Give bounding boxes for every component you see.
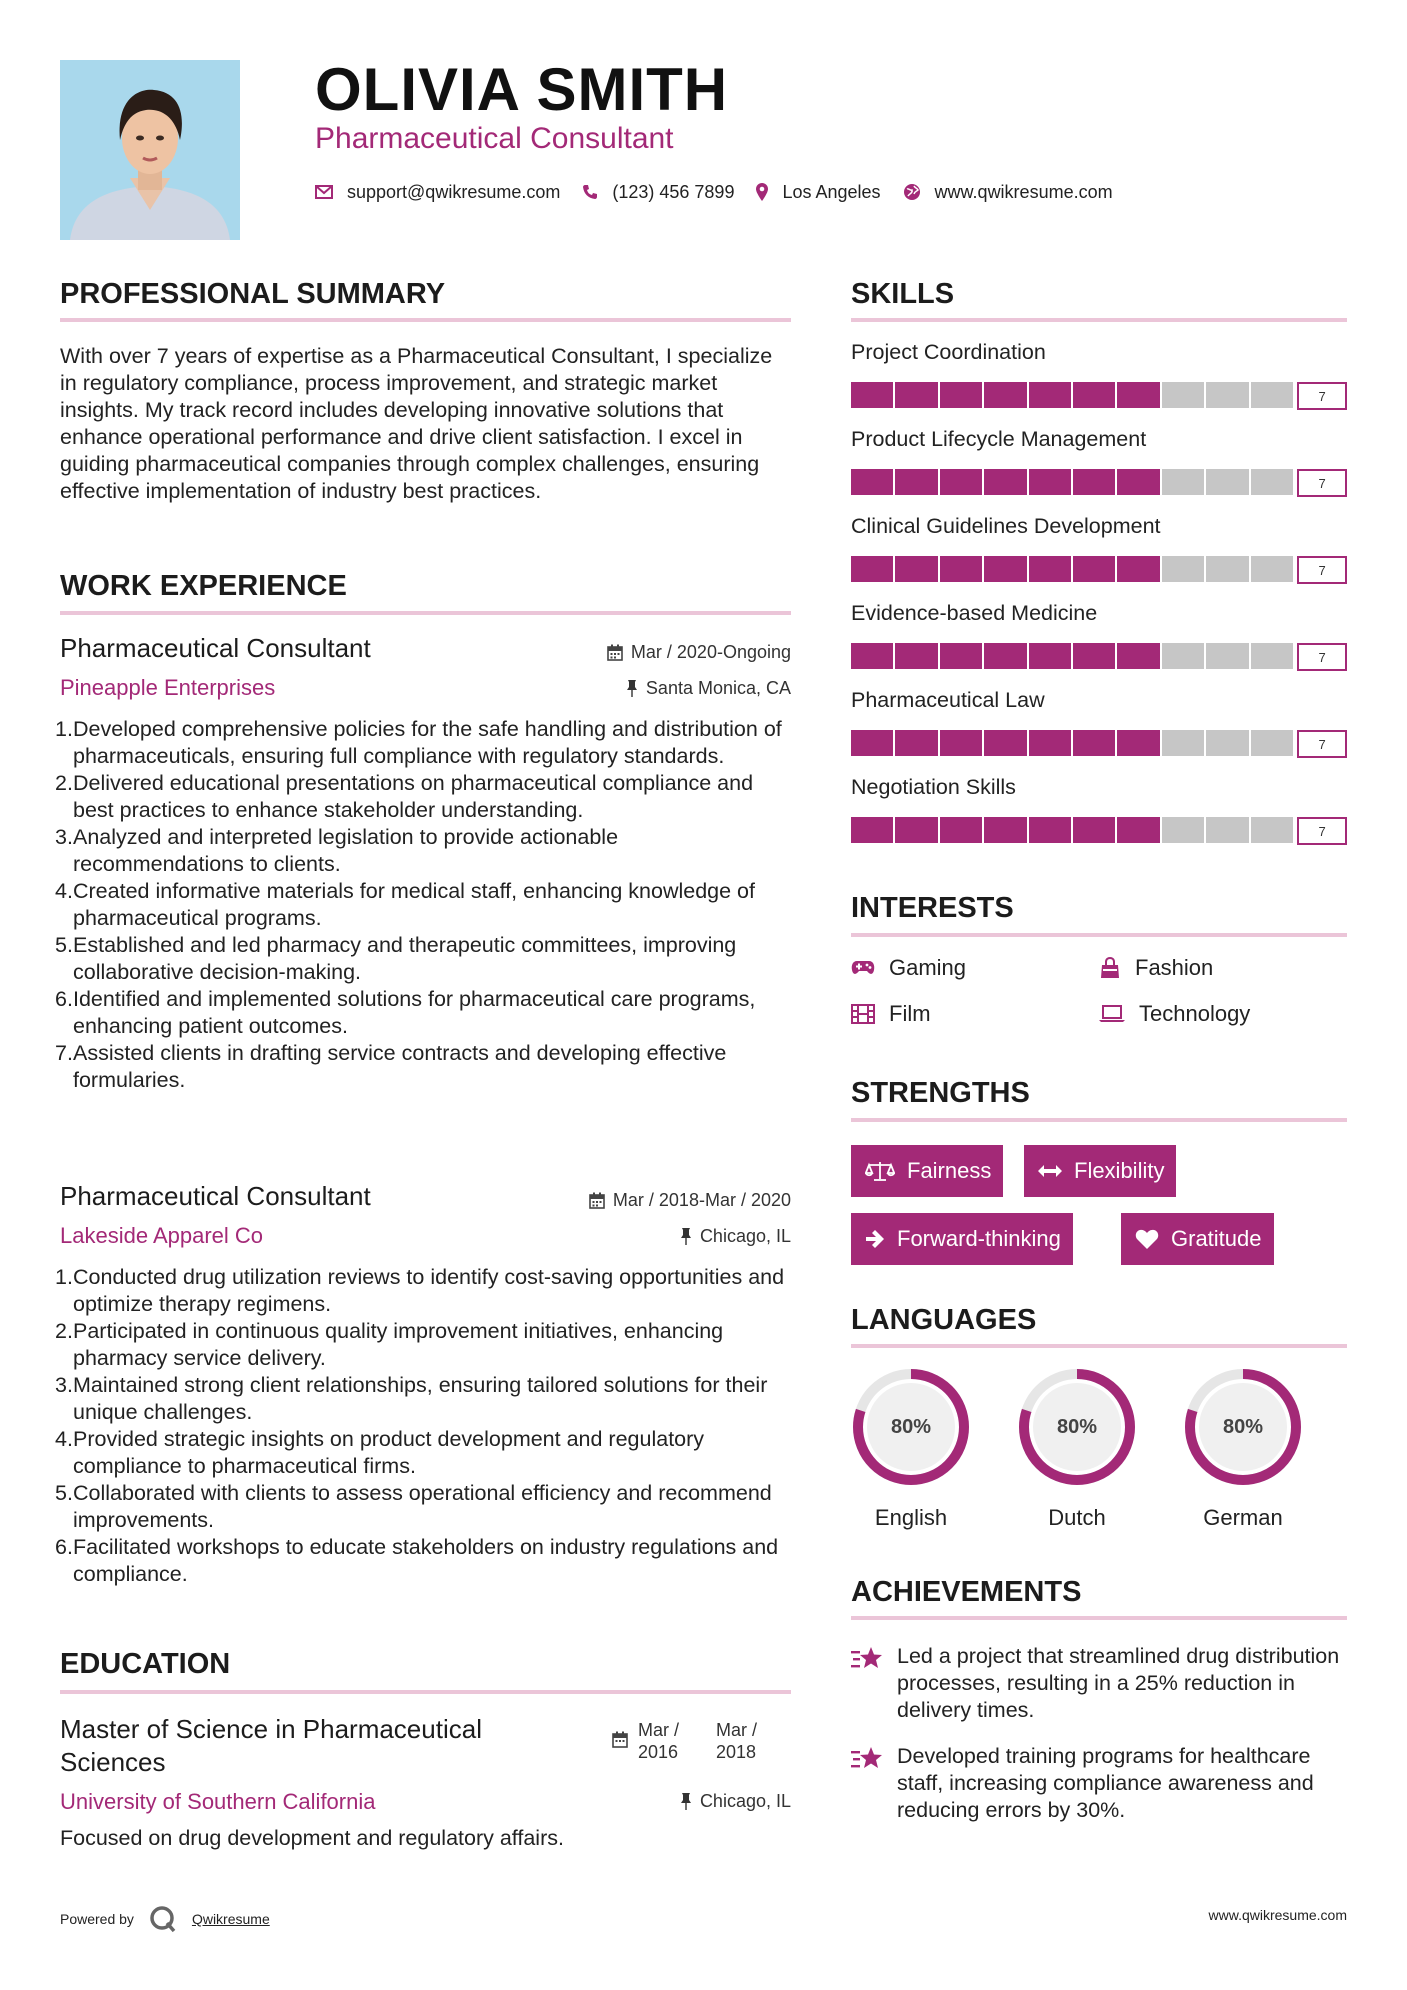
skill-segment-filled — [1117, 817, 1159, 843]
skill-segment-empty — [1251, 817, 1293, 843]
job-1-bullet-3: 3. Analyzed and interpreted legislation to provide actionable recommendations to clients. — [55, 825, 619, 876]
skill-segment-filled — [1073, 643, 1115, 669]
achievement-1-text: Led a project that streamlined drug distribution processes, resulting in a 25% reduction in delivery times. — [897, 1644, 1340, 1722]
summary-heading: PROFESSIONAL SUMMARY — [60, 278, 446, 310]
language-name: English — [874, 1505, 948, 1530]
interest-gaming-label: Gaming — [889, 955, 967, 980]
calendar-icon — [607, 644, 623, 661]
skill-segment-empty — [1251, 382, 1293, 408]
pushpin-icon — [680, 1228, 692, 1245]
skill-row — [851, 340, 1347, 427]
education-start — [638, 1719, 716, 1763]
skill-level-bar — [851, 643, 1347, 669]
arrows-horizontal-icon — [1038, 1164, 1062, 1178]
interests-heading: INTERESTS — [851, 892, 1014, 924]
envelope-icon — [315, 185, 333, 199]
skill-level-badge: 7 — [1297, 643, 1347, 671]
skills-divider — [851, 318, 1347, 322]
skill-segment-filled — [1029, 643, 1071, 669]
skill-segment-filled — [984, 382, 1026, 408]
job-1-bullet-2: 2. Delivered educational presentations on pharmaceutical compliance and best practices to enhance stakeholder understanding. — [55, 771, 754, 822]
language-item — [1181, 1365, 1305, 1531]
education-degree-line-2: Sciences — [60, 1747, 166, 1777]
strength-fairness — [851, 1145, 1003, 1197]
skill-segment-empty — [1206, 730, 1248, 756]
skill-segment-filled — [1073, 556, 1115, 582]
skill-segment-filled — [984, 817, 1026, 843]
education-heading: EDUCATION — [60, 1648, 231, 1680]
education-end-month: Mar / — [716, 1720, 758, 1740]
contact-phone[interactable] — [582, 182, 734, 203]
skill-level-bar — [851, 730, 1347, 756]
profile-photo-image — [60, 60, 240, 240]
footer-website[interactable]: www.qwikresume.com — [1208, 1907, 1347, 1923]
achievement-1 — [851, 1643, 1347, 1724]
contact-location-text: Los Angeles — [782, 181, 881, 202]
skill-segment-filled — [984, 556, 1026, 582]
education-description: Focused on drug development and regulatory affairs. — [60, 1826, 564, 1850]
language-item — [849, 1365, 973, 1531]
skill-segment-filled — [940, 643, 982, 669]
education-end — [716, 1719, 757, 1763]
skill-segment-filled — [984, 469, 1026, 495]
job-2-title: Pharmaceutical Consultant — [60, 1181, 371, 1211]
education-degree-line-1: Master of Science in Pharmaceutical — [60, 1714, 482, 1744]
strengths-divider — [851, 1118, 1347, 1122]
job-1-bullet-5: 5. Established and led pharmacy and therapeutic committees, improving collaborative decision-making. — [55, 933, 737, 984]
job-2-bullet-2: 2. Participated in continuous quality improvement initiatives, enhancing pharmacy service delivery. — [55, 1319, 724, 1370]
achievement-2 — [851, 1743, 1347, 1824]
skill-level-bar — [851, 556, 1347, 582]
pushpin-icon — [626, 680, 638, 697]
language-percent: 80% — [890, 1415, 932, 1438]
skill-segment-filled — [1073, 817, 1115, 843]
gamepad-icon — [851, 960, 875, 976]
skill-segment-empty — [1206, 643, 1248, 669]
skill-segment-filled — [851, 382, 893, 408]
arrow-right-icon — [865, 1229, 885, 1249]
skill-row — [851, 688, 1347, 775]
strength-flexibility-label: Flexibility — [1074, 1158, 1165, 1183]
strength-gratitude-label: Gratitude — [1171, 1226, 1262, 1251]
skill-segment-filled — [851, 643, 893, 669]
skill-segment-filled — [1029, 382, 1071, 408]
interest-fashion — [1099, 955, 1213, 981]
contact-website[interactable] — [903, 182, 1113, 203]
job-1-location-text: Santa Monica, CA — [645, 678, 791, 698]
skill-name: Evidence-based Medicine — [851, 601, 1098, 625]
skill-segment-empty — [1162, 556, 1204, 582]
skill-level-bar — [851, 469, 1347, 495]
job-1-location — [460, 678, 791, 699]
heart-icon — [1135, 1229, 1159, 1250]
interest-gaming — [851, 955, 966, 981]
interest-technology-label: Technology — [1139, 1001, 1251, 1026]
skill-segment-filled — [895, 469, 937, 495]
language-ring — [1015, 1365, 1139, 1489]
job-2-date — [460, 1190, 791, 1211]
contact-location — [756, 182, 880, 203]
strength-fairness-label: Fairness — [907, 1158, 992, 1183]
interest-technology — [1099, 1001, 1250, 1027]
education-degree — [60, 1713, 482, 1779]
skill-name: Clinical Guidelines Development — [851, 514, 1161, 538]
phone-icon — [582, 184, 598, 200]
skill-segment-empty — [1206, 469, 1248, 495]
job-1-bullet-4: 4. Created informative materials for medical staff, enhancing knowledge of pharmaceutical programs. — [55, 879, 755, 930]
education-school: University of Southern California — [60, 1789, 376, 1814]
skill-segment-empty — [1251, 730, 1293, 756]
job-1-company: Pineapple Enterprises — [60, 675, 276, 700]
interest-film — [851, 1001, 931, 1027]
skill-name: Product Lifecycle Management — [851, 427, 1147, 451]
strength-gratitude — [1121, 1213, 1274, 1265]
skill-segment-filled — [1029, 730, 1071, 756]
education-start-month: Mar / — [638, 1720, 680, 1740]
job-2-bullet-6: 6. Facilitated workshops to educate stakeholders on industry regulations and compliance. — [55, 1535, 779, 1586]
strength-flexibility — [1024, 1145, 1176, 1197]
skill-name: Pharmaceutical Law — [851, 688, 1045, 712]
skill-segment-filled — [895, 556, 937, 582]
contact-phone-text: (123) 456 7899 — [612, 181, 735, 202]
job-1-title: Pharmaceutical Consultant — [60, 633, 371, 663]
languages-heading: LANGUAGES — [851, 1304, 1037, 1336]
skill-segment-filled — [1117, 469, 1159, 495]
skill-segment-filled — [1117, 730, 1159, 756]
skill-segment-filled — [940, 730, 982, 756]
education-start-year: 2016 — [638, 1742, 679, 1762]
interests-divider — [851, 933, 1347, 937]
skill-name: Negotiation Skills — [851, 775, 1016, 799]
achievements-divider — [851, 1616, 1347, 1620]
skill-segment-empty — [1251, 469, 1293, 495]
job-1-bullet-1: 1. Developed comprehensive policies for the safe handling and distribution of pharmaceuticals, ensuring full compliance with regulatory standards. — [55, 717, 782, 768]
skill-segment-filled — [851, 556, 893, 582]
job-2-bullet-1: 1. Conducted drug utilization reviews to identify cost-saving opportunities and optimize therapy regimens. — [55, 1265, 785, 1316]
achievement-2-text: Developed training programs for healthcare staff, increasing compliance awareness and reducing errors by 30%. — [897, 1744, 1314, 1822]
skill-level-bar — [851, 817, 1347, 843]
contact-email[interactable] — [315, 182, 560, 203]
skill-row — [851, 427, 1347, 514]
skill-segment-empty — [1251, 643, 1293, 669]
experience-heading: WORK EXPERIENCE — [60, 570, 347, 602]
job-1-date-text: Mar / 2020-Ongoing — [630, 642, 791, 662]
skill-level-badge: 7 — [1297, 469, 1347, 497]
qwikresume-logo-icon — [148, 1904, 178, 1934]
job-1-bullet-6: 6. Identified and implemented solutions for pharmaceutical care programs, enhancing patient outcomes. — [55, 987, 756, 1038]
skill-segment-filled — [940, 469, 982, 495]
job-2-bullet-3: 3. Maintained strong client relationships, ensuring tailored solutions for their unique challenges. — [55, 1373, 768, 1424]
skill-segment-empty — [1251, 556, 1293, 582]
job-2-bullets — [55, 1264, 791, 1588]
skill-segment-empty — [1162, 730, 1204, 756]
globe-icon — [903, 183, 921, 201]
laptop-icon — [1099, 1005, 1125, 1023]
skill-segment-filled — [895, 382, 937, 408]
footer-brand-link[interactable]: Qwikresume — [191, 1911, 270, 1927]
job-2-bullet-5: 5. Collaborated with clients to assess operational efficiency and recommend improvements. — [55, 1481, 772, 1532]
skill-segment-filled — [1073, 469, 1115, 495]
skill-name: Project Coordination — [851, 340, 1046, 364]
skill-segment-empty — [1162, 817, 1204, 843]
skill-segment-filled — [984, 730, 1026, 756]
skill-segment-empty — [1206, 382, 1248, 408]
skill-segment-filled — [895, 817, 937, 843]
skill-segment-filled — [940, 817, 982, 843]
strength-forward-thinking-label: Forward-thinking — [897, 1226, 1061, 1251]
map-marker-icon — [756, 183, 768, 201]
achievements-heading: ACHIEVEMENTS — [851, 1576, 1082, 1608]
skill-level-badge: 7 — [1297, 730, 1347, 758]
skill-segment-empty — [1162, 382, 1204, 408]
languages-list — [849, 1365, 1305, 1531]
interest-film-label: Film — [889, 1001, 931, 1026]
skill-segment-filled — [1117, 643, 1159, 669]
skill-level-badge: 7 — [1297, 382, 1347, 410]
contact-website-text: www.qwikresume.com — [934, 181, 1113, 202]
job-2-location — [460, 1226, 791, 1247]
contact-bar — [315, 180, 1135, 204]
strengths-heading: STRENGTHS — [851, 1077, 1030, 1109]
job-1-bullets — [55, 716, 791, 1094]
job-2-company: Lakeside Apparel Co — [60, 1223, 264, 1248]
shooting-star-icon — [851, 1645, 885, 1671]
education-location — [460, 1791, 791, 1812]
footer-powered-by — [60, 1904, 270, 1934]
language-percent: 80% — [1056, 1415, 1098, 1438]
skill-row — [851, 514, 1347, 601]
skill-level-badge: 7 — [1297, 817, 1347, 845]
skill-row — [851, 601, 1347, 688]
job-2-location-text: Chicago, IL — [699, 1226, 791, 1246]
skill-segment-filled — [1073, 382, 1115, 408]
skill-level-badge: 7 — [1297, 556, 1347, 584]
interest-fashion-label: Fashion — [1135, 955, 1214, 980]
language-name: German — [1203, 1505, 1283, 1530]
language-percent: 80% — [1222, 1415, 1264, 1438]
experience-divider — [60, 611, 791, 615]
calendar-icon — [612, 1731, 628, 1748]
film-icon — [851, 1004, 875, 1024]
education-end-year: 2018 — [716, 1742, 757, 1762]
skill-segment-filled — [1117, 556, 1159, 582]
footer-powered-text: Powered by — [60, 1911, 134, 1927]
candidate-name: OLIVIA SMITH — [315, 56, 729, 123]
skill-row — [851, 775, 1347, 862]
language-item — [1015, 1365, 1139, 1531]
job-2-date-text: Mar / 2018-Mar / 2020 — [612, 1190, 791, 1210]
language-ring — [849, 1365, 973, 1489]
skills-list — [851, 340, 1347, 862]
skill-segment-filled — [1029, 817, 1071, 843]
job-2-bullet-4: 4. Provided strategic insights on product development and regulatory compliance to pharmaceutical firms. — [55, 1427, 705, 1478]
contact-email-text: support@qwikresume.com — [347, 181, 561, 202]
skill-segment-empty — [1162, 469, 1204, 495]
skill-segment-filled — [851, 817, 893, 843]
language-name: Dutch — [1048, 1505, 1106, 1530]
skill-segment-filled — [984, 643, 1026, 669]
job-1-bullet-7: 7. Assisted clients in drafting service contracts and developing effective formularies. — [55, 1041, 727, 1092]
skill-segment-filled — [1073, 730, 1115, 756]
summary-divider — [60, 318, 791, 322]
job-1-date — [460, 642, 791, 663]
summary-text: With over 7 years of expertise as a Pharmaceutical Consultant, I specialize in regulatory compliance, process improvement, and strategic market insights. My track record includes developing innovative solutions that enhance operational performance and drive client satisfaction. I excel in guiding pharmaceutical companies through complex challenges, ensuring effective implementation of industry best practices. — [60, 344, 773, 503]
skill-segment-filled — [940, 382, 982, 408]
skill-segment-filled — [895, 730, 937, 756]
shopping-bag-icon — [1099, 957, 1121, 979]
education-dates — [612, 1719, 757, 1763]
skill-segment-empty — [1206, 556, 1248, 582]
skill-segment-empty — [1206, 817, 1248, 843]
languages-divider — [851, 1344, 1347, 1348]
profile-photo — [60, 60, 240, 240]
skill-segment-filled — [851, 730, 893, 756]
candidate-title: Pharmaceutical Consultant — [315, 122, 674, 155]
calendar-icon — [589, 1192, 605, 1209]
education-location-text: Chicago, IL — [699, 1791, 791, 1811]
skill-segment-filled — [1029, 469, 1071, 495]
skill-segment-filled — [1117, 382, 1159, 408]
language-ring — [1181, 1365, 1305, 1489]
education-divider — [60, 1690, 791, 1694]
skill-segment-filled — [940, 556, 982, 582]
skills-heading: SKILLS — [851, 278, 955, 310]
skill-segment-filled — [895, 643, 937, 669]
balance-scale-icon — [865, 1160, 895, 1182]
pushpin-icon — [680, 1793, 692, 1810]
skill-segment-filled — [851, 469, 893, 495]
skill-segment-empty — [1162, 643, 1204, 669]
strength-forward-thinking — [851, 1213, 1073, 1265]
skill-level-bar — [851, 382, 1347, 408]
skill-segment-filled — [1029, 556, 1071, 582]
shooting-star-icon — [851, 1745, 885, 1771]
